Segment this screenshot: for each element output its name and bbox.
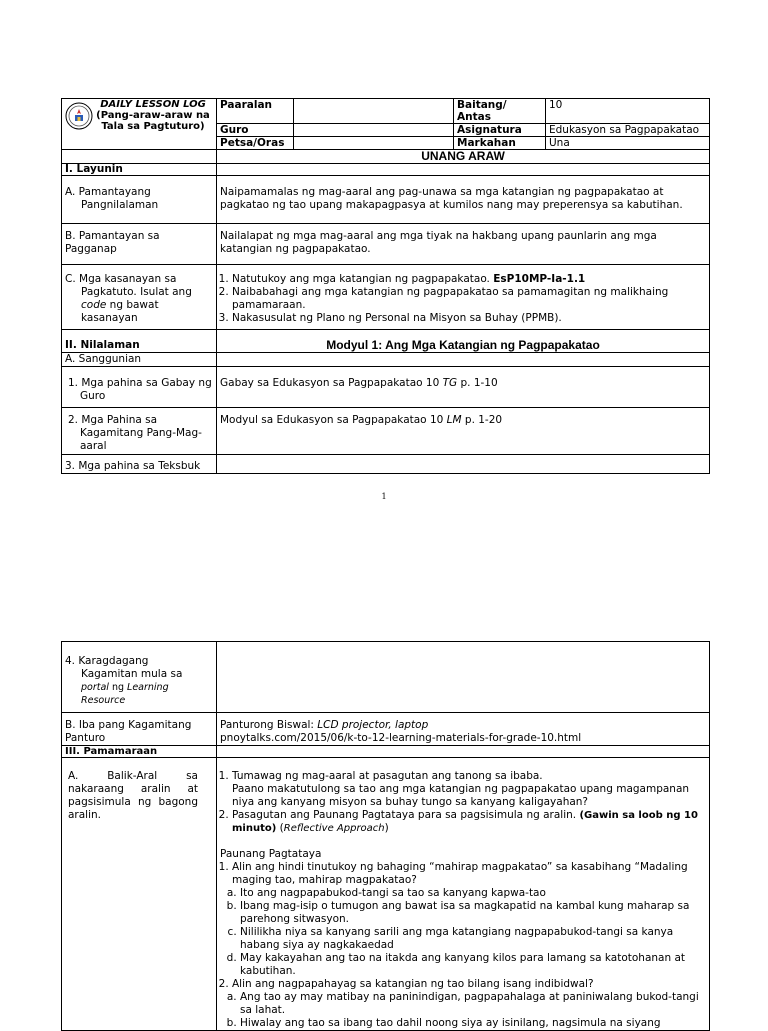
balik-aral-content	[217, 758, 710, 1031]
nilalaman-title: II. Nilalaman	[62, 330, 217, 353]
deped-seal-icon	[65, 102, 93, 130]
log-subtitle-1: (Pang-araw-araw na	[96, 110, 210, 121]
sanggunian-label: A. Sanggunian	[62, 353, 217, 367]
iba-pang-kagamitan-label: B. Iba pang Kagamitang Panturo	[62, 713, 217, 746]
layunin-title: I. Layunin	[62, 164, 217, 176]
guro-label: Guro	[217, 124, 294, 137]
guro-value	[294, 124, 454, 137]
log-subtitle-2: Tala sa Pagtuturo)	[101, 121, 205, 132]
day-title: UNANG ARAW	[217, 150, 710, 164]
asignatura-label: Asignatura	[454, 124, 546, 137]
pamantayang-content: Naipamamalas ng mag-aaral ang pag-unawa sa mga katangian ng pagpapakatao at pagkatao ng tao upang makapagpasya at kumilos nang may preperensya sa kabutihan.	[217, 176, 710, 224]
gabay-content: Gabay sa Edukasyon sa Pagpapakatao 10 TG p. 1-10	[217, 367, 710, 408]
resource-link: pnoytalks.com/2015/06/k-to-12-learning-materials-for-grade-10.html	[220, 732, 582, 744]
gabay-label: 1. Mga pahina sa Gabay ng Guro	[62, 367, 217, 408]
pamantayang-label: A. Pamantayang Pangnilalaman	[62, 176, 217, 224]
question-2-choice-b: b. Hiwalay ang tao sa ibang tao dahil noong siya ay isinilang, nagsimula na siyang	[240, 1017, 706, 1030]
kasanayan-content	[217, 265, 710, 330]
question-1-choice-a: a. Ito ang nagpapabukod-tangi sa tao sa kanyang kapwa-tao	[240, 887, 706, 900]
markahan-value: Una	[546, 137, 710, 150]
petsa-label: Petsa/Oras	[217, 137, 294, 150]
question-1: 1. Alin ang hindi tinutukoy ng bahaging “mahirap magpakatao” sa kasabihang “Madaling maging tao, mahirap magpakatao? a. Ito ang nagpapabukod-tangi sa tao sa kanyang kapwa-tao b. Ibang mag-isip o tumugon ang bawat isa sa magkapatid na kambal kung maharap sa parehong sitwasyon. c. Nililikha niya sa kanyang sarili ang mga katangiang nagpapabukod-tangi sa kanya habang siya ay nagkakaedad d. May kakayahan ang tao na itakda ang kanyang kilos para lamang sa katotohanan at kabutihan.	[232, 861, 706, 978]
baitang-value: 10	[546, 99, 710, 124]
pamamaraan-title: III. Pamamaraan	[62, 746, 217, 758]
kasanayan-label: C. Mga kasanayan sa Pagkatuto. Isulat ang code ng bawat kasanayan	[62, 265, 217, 330]
pagganap-content: Nailalapat ng mga mag-aaral ang mga tiyak na hakbang upang paunlarin ang mga katangian ng pagpapakatao.	[217, 224, 710, 265]
log-title: DAILY LESSON LOG	[100, 99, 206, 110]
paaralan-value	[294, 99, 454, 124]
kagamitan-content: Modyul sa Edukasyon sa Pagpapakatao 10 LM p. 1-20	[217, 408, 710, 455]
teksbuk-label: 3. Mga pahina sa Teksbuk	[62, 455, 217, 474]
question-1-choice-b: b. Ibang mag-isip o tumugon ang bawat isa sa magkapatid na kambal kung maharap sa parehong sitwasyon.	[240, 900, 706, 926]
pagganap-label: B. Pamantayan sa Pagganap	[62, 224, 217, 265]
log-title-cell	[62, 99, 217, 150]
lesson-log-table-page1	[61, 98, 710, 474]
kasanayan-item-2: 2. Naibabahagi ang mga katangian ng pagpapakatao sa pamamagitan ng malikhaing pamamaraan.	[232, 286, 706, 312]
paunang-pagtataya-title: Paunang Pagtataya	[220, 848, 322, 860]
baitang-label: Baitang/ Antas	[454, 99, 546, 124]
kasanayan-item-1: 1. Natutukoy ang mga katangian ng pagpapakatao. EsP10MP-Ia-1.1	[232, 273, 706, 286]
page-number: 1	[381, 492, 387, 501]
lesson-log-table-page2	[61, 641, 710, 1031]
paaralan-label: Paaralan	[217, 99, 294, 124]
markahan-label: Markahan	[454, 137, 546, 150]
modyul-title: Modyul 1: Ang Mga Katangian ng Pagpapakatao	[217, 330, 710, 353]
question-1-choice-d: d. May kakayahan ang tao na itakda ang kanyang kilos para lamang sa katotohanan at kabutihan.	[240, 952, 706, 978]
kasanayan-item-3: 3. Nakasusulat ng Plano ng Personal na Misyon sa Buhay (PPMB).	[232, 312, 706, 325]
question-2: 2. Alin ang nagpapahayag sa katangian ng tao bilang isang indibidwal? a. Ang tao ay may matibay na paninindigan, pagpapahalaga at paniniwalang bukod-tangi sa lahat. b. Hiwalay ang tao sa ibang tao dahil noong siya ay isinilang, nagsimula na siyang	[232, 978, 706, 1030]
procedure-item-1: 1. Tumawag ng mag-aaral at pasagutan ang tanong sa ibaba. Paano makatutulong sa tao ang mga katangian ng pagpapakatao upang magampanan niya ang kanyang misyon sa buhay tungo sa kanyang kaligayahan?	[232, 770, 706, 809]
kagamitan-label: 2. Mga Pahina sa Kagamitang Pang-Mag-aaral	[62, 408, 217, 455]
balik-aral-label: A. Balik-Aral sa nakaraang aralin at pagsisimula ng bagong aralin.	[62, 758, 217, 1031]
procedure-item-2: 2. Pasagutan ang Paunang Pagtataya para sa pagsisimula ng aralin. (Gawin sa loob ng 10 minuto) (Reflective Approach)	[232, 809, 706, 835]
question-1-choice-c: c. Nililikha niya sa kanyang sarili ang mga katangiang nagpapabukod-tangi sa kanya habang siya ay nagkakaedad	[240, 926, 706, 952]
question-2-choice-a: a. Ang tao ay may matibay na paninindigan, pagpapahalaga at paniniwalang bukod-tangi sa lahat.	[240, 991, 706, 1017]
petsa-value	[294, 137, 454, 150]
karagdagang-label: 4. Karagdagang Kagamitan mula sa portal ng Learning Resource	[62, 642, 217, 713]
iba-pang-kagamitan-content: Panturong Biswal: LCD projector, laptop pnoytalks.com/2015/06/k-to-12-learning-materials-for-grade-10.html	[217, 713, 710, 746]
asignatura-value: Edukasyon sa Pagpapakatao	[546, 124, 710, 137]
